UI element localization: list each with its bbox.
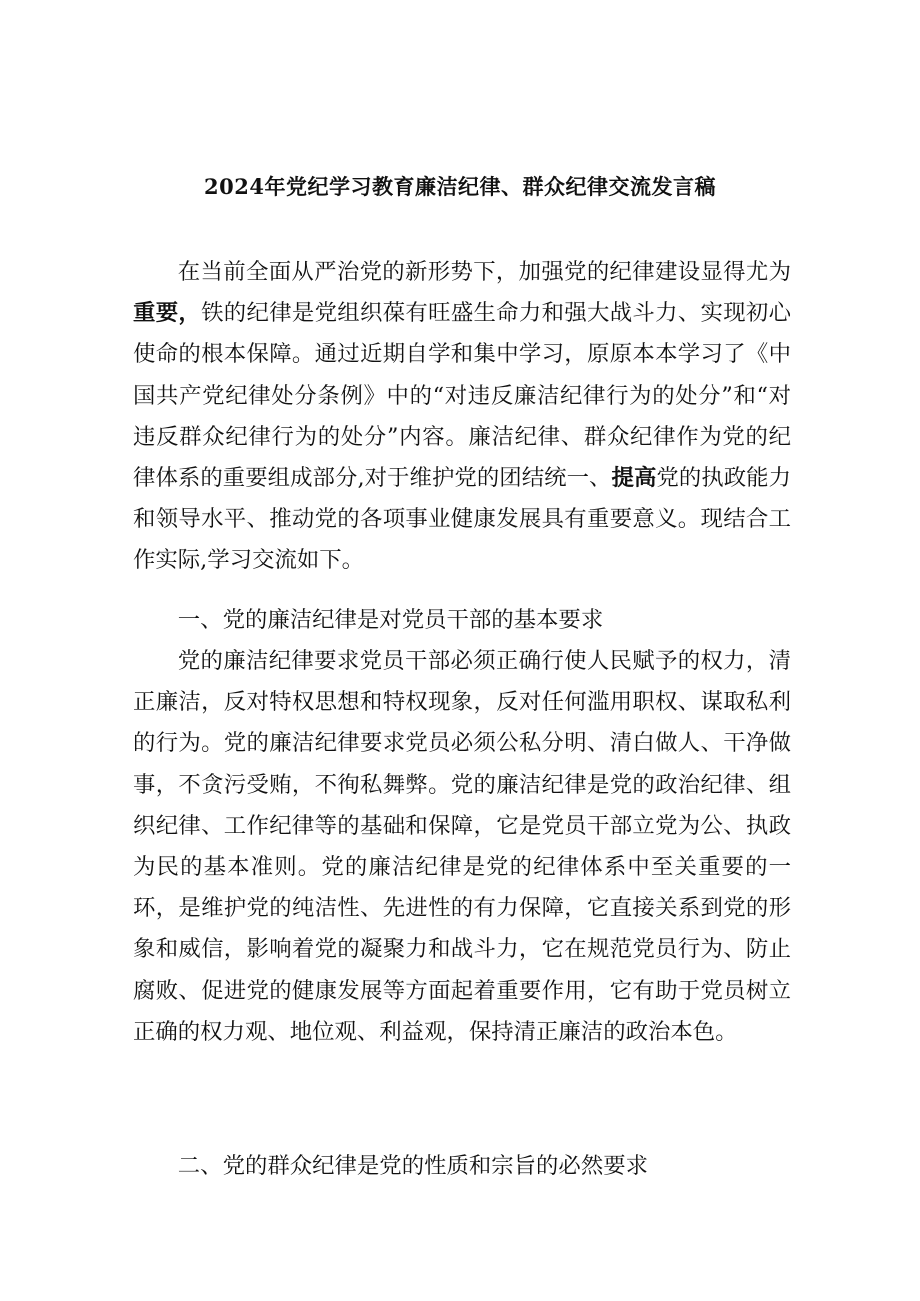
intro-text-a: 在当前全面从严治党的新形势下，加强党的纪律建设显得尤为 xyxy=(177,259,791,285)
intro-text-b: 铁的纪律是党组织葆有旺盛生命力和强大战斗力、实现初心使命的根本保障。通过近期自学和集中学习，原原本本学习了《中国共产党纪律处分条例》中的“对违反廉洁纪律行为的处分”和“对违反群众纪律行为的处分”内容。廉洁纪律、群众纪律作为党的纪律体系的重要组成部分,对于维护党的团结统一、 xyxy=(133,300,792,492)
section-1-paragraph: 党的廉洁纪律要求党员干部必须正确行使人民赋予的权力，清正廉洁，反对特权思想和特权现象，反对任何滥用职权、谋取私利的行为。党的廉洁纪律要求党员必须公私分明、清白做人、干净做事，不贪污受贿，不徇私舞弊。党的廉洁纪律是党的政治纪律、组织纪律、工作纪律等的基础和保障，它是党员干部立党为公、执政为民的基本准则。党的廉洁纪律是党的纪律体系中至关重要的一环，是维护党的纯洁性、先进性的有力保障，它直接关系到党的形象和威信，影响着党的凝聚力和战斗力，它在规范党员行为、防止腐败、促进党的健康发展等方面起着重要作用，它有助于党员树立正确的权力观、地位观、利益观，保持清正廉洁的政治本色。 xyxy=(133,648,791,1045)
document-title: 2024年党纪学习教育廉洁纪律、群众纪律交流发言稿 xyxy=(204,174,716,199)
section-heading-1: 一、党的廉洁纪律是对党员干部的基本要求 xyxy=(177,607,604,633)
section-heading-2: 二、党的群众纪律是党的性质和宗旨的必然要求 xyxy=(177,1153,648,1179)
intro-bold-a: 重要， xyxy=(133,300,202,327)
intro-text-c: 党的执政能力和领导水平、推动党的各项事业健康发展具有重要意义。现结合工作实际,学习交流如下。 xyxy=(133,465,792,574)
intro-paragraph xyxy=(133,252,791,582)
intro-bold-b: 提高 xyxy=(611,465,657,492)
